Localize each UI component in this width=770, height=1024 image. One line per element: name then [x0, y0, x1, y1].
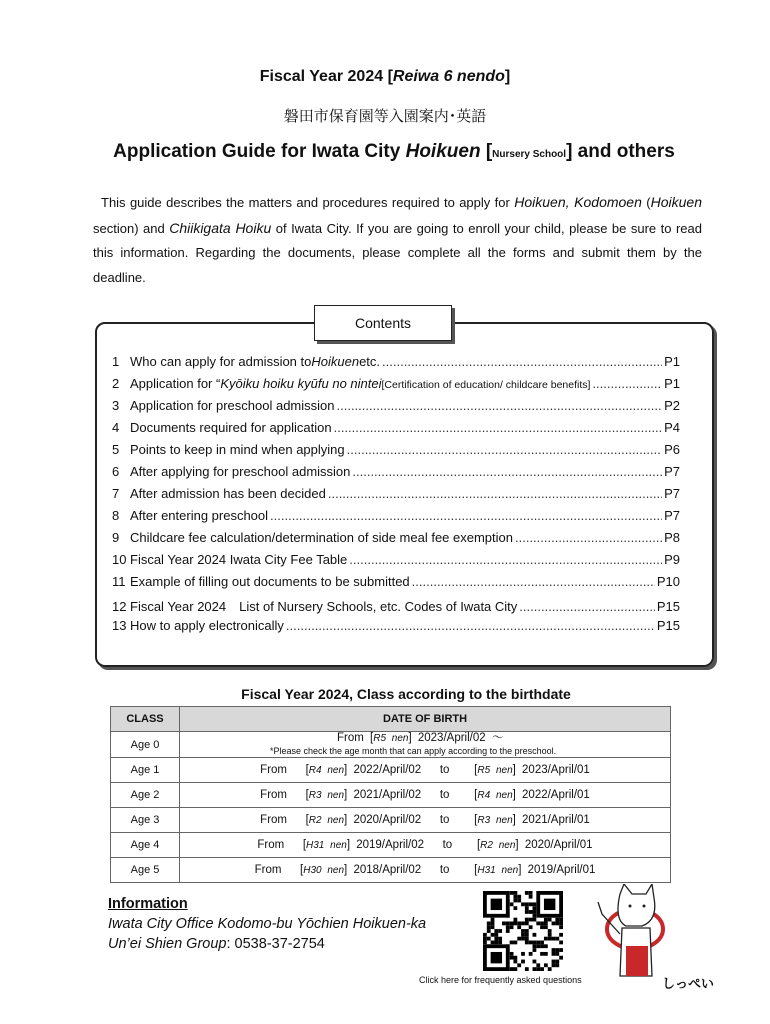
table-of-contents	[112, 354, 680, 640]
dot-leader	[349, 552, 662, 567]
toc-item[interactable]: 2 Application for “ Kyōiku hoiku kyūfu no nintei [Certification of education/ childcare benefits] ..... P1	[112, 376, 680, 398]
toc-page: P8	[664, 530, 680, 545]
faq-qr-caption[interactable]: Click here for frequently asked questions	[419, 975, 582, 985]
information-block	[108, 894, 426, 954]
table-row: Age 5 From [H30 nen] 2018/April/02 to [H31 nen] 2019/April/01	[111, 858, 671, 883]
mascot-name: しっぺい	[662, 976, 715, 991]
dot-leader	[519, 599, 655, 614]
fiscal-year-heading: Fiscal Year 2024 [Reiwa 6 nendo]	[259, 68, 511, 85]
toc-item[interactable]: 11 Example of filling out documents to be submitted ..... P10	[112, 574, 680, 596]
toc-page: P1	[664, 376, 680, 391]
toc-item[interactable]: 13 How to apply electronically ..... P15	[112, 618, 680, 640]
table-row: Age 3 From [R2 nen] 2020/April/02 to [R3 nen] 2021/April/01	[111, 808, 671, 833]
toc-item[interactable]: 9 Childcare fee calculation/determination of side meal fee exemption ..... P8	[112, 530, 680, 552]
page-title: Application Guide for Iwata City Hoikuen [Nursery School] and others	[113, 141, 675, 162]
dot-leader	[352, 464, 662, 479]
toc-page: P7	[664, 464, 680, 479]
faq-qr-code[interactable]	[481, 891, 565, 971]
dot-leader	[270, 508, 662, 523]
mascot-illustration	[590, 884, 720, 994]
toc-page: P1	[664, 354, 680, 369]
toc-page: P15	[656, 599, 680, 614]
class-table-title: Fiscal Year 2024, Class according to the birthdate	[241, 686, 571, 702]
toc-page: P9	[664, 552, 680, 567]
toc-page: P7	[664, 486, 680, 501]
dob-header: DATE OF BIRTH	[180, 707, 671, 732]
table-row: Age 1 From [R4 nen] 2022/April/02 to [R5 nen] 2023/April/01	[111, 758, 671, 783]
dot-leader	[286, 618, 655, 633]
japanese-title: 磐田市保育園等入園案内･英語	[283, 107, 487, 125]
toc-item[interactable]: 3 Application for preschool admission ..... P2	[112, 398, 680, 420]
contents-label: Contents	[314, 305, 452, 341]
dot-leader	[382, 354, 662, 369]
dot-leader	[334, 420, 662, 435]
toc-item[interactable]: 8 After entering preschool ..... P7	[112, 508, 680, 530]
toc-page: P4	[664, 420, 680, 435]
toc-item[interactable]: 10 Fiscal Year 2024 Iwata City Fee Table ..... P9	[112, 552, 680, 574]
dot-leader	[337, 398, 663, 413]
dot-leader	[328, 486, 662, 501]
toc-page: P15	[656, 618, 680, 633]
information-heading: Information	[108, 896, 188, 912]
group-name: Un’ei Shien Group	[108, 936, 227, 952]
dot-leader	[592, 376, 662, 391]
table-row: Age 0 From [R5 nen] 2023/April/02 ～ *Please check the age month that can apply according to the preschool.	[111, 732, 671, 758]
toc-page: P10	[656, 574, 680, 589]
toc-item[interactable]: 7 After admission has been decided ..... P7	[112, 486, 680, 508]
class-header: CLASS	[111, 707, 180, 732]
toc-item[interactable]: 4 Documents required for application ..... P4	[112, 420, 680, 442]
class-table	[110, 706, 671, 883]
toc-item[interactable]: 6 After applying for preschool admission ..... P7	[112, 464, 680, 486]
office-name: Iwata City Office Kodomo-bu Yōchien Hoikuen-ka	[108, 916, 427, 932]
table-row: Age 4 From [H31 nen] 2019/April/02 to [R2 nen] 2020/April/01	[111, 833, 671, 858]
table-row: Age 2 From [R3 nen] 2021/April/02 to [R4 nen] 2022/April/01	[111, 783, 671, 808]
toc-page: P7	[664, 508, 680, 523]
dot-leader	[412, 574, 655, 589]
toc-item[interactable]: 5 Points to keep in mind when applying ..... P6	[112, 442, 680, 464]
dot-leader	[515, 530, 662, 545]
toc-page: P2	[664, 398, 680, 413]
toc-item[interactable]: 1 Who can apply for admission to Hoikuen etc. ..... P1	[112, 354, 680, 376]
phone-number: : 0538-37-2754	[226, 936, 325, 952]
toc-page: P6	[664, 442, 680, 457]
toc-item[interactable]: 12 Fiscal Year 2024 List of Nursery Schools, etc. Codes of Iwata City ..... P15	[112, 596, 680, 618]
intro-paragraph: This guide describes the matters and procedures required to apply for Hoikuen, Kodomoen (Hoikuen section) and Chiikigata Hoiku of Iwata City. If you are going to enroll your child, please be sure to read this information. Regarding the documents, please complete all the forms and submit them by the deadline.	[93, 194, 703, 285]
dot-leader	[347, 442, 662, 457]
